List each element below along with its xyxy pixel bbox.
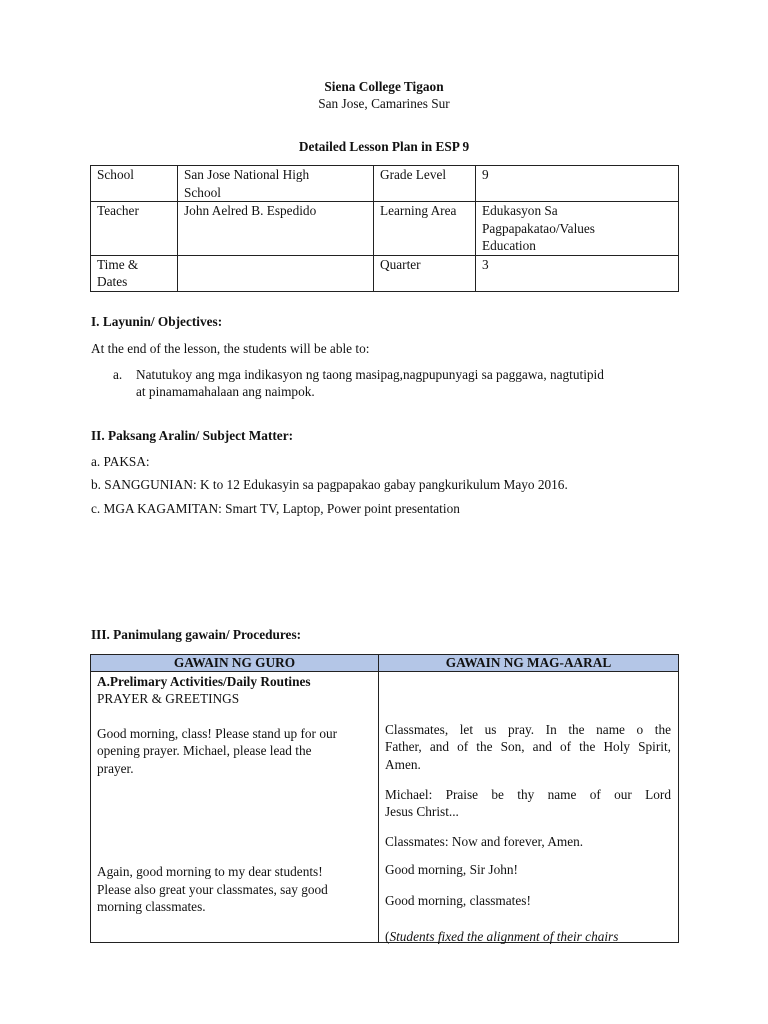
grade-value: 9 xyxy=(476,166,679,202)
procedures-table xyxy=(90,654,679,943)
area-value-line: Edukasyon Sa xyxy=(482,203,558,218)
sanggunian-line: b. SANGGUNIAN: K to 12 Edukasyin sa pagpapakao gabay pangkurikulum Mayo 2016. xyxy=(91,477,568,492)
student-note-paren: ( xyxy=(385,929,390,944)
col-teacher-header: GAWAIN NG GURO xyxy=(91,655,379,672)
objectives-heading: I. Layunin/ Objectives: xyxy=(91,314,223,329)
teacher-line: morning classmates. xyxy=(97,899,206,914)
area-value-line: Education xyxy=(482,238,536,253)
student-line: Father, and of the Son, and of the Holy Spirit, xyxy=(385,739,671,754)
objective-item-line: Natutukoy ang mga indikasyon ng taong masipag,nagpupunyagi sa paggawa, nagtutipid xyxy=(136,367,604,382)
school-value-line: San Jose National High xyxy=(184,167,310,182)
school-value-line: School xyxy=(184,184,221,200)
info-table xyxy=(90,165,679,292)
student-line: Jesus Christ... xyxy=(385,804,459,819)
info-row-school xyxy=(91,166,679,202)
quarter-label: Quarter xyxy=(374,255,476,291)
student-line: Classmates: Now and forever, Amen. xyxy=(385,834,584,849)
grade-label: Grade Level xyxy=(374,166,476,202)
time-value xyxy=(178,255,374,291)
school-label: School xyxy=(91,166,178,202)
student-line: Good morning, Sir John! xyxy=(385,862,518,877)
info-row-teacher xyxy=(91,202,679,256)
objectives-intro: At the end of the lesson, the students will be able to: xyxy=(91,341,370,356)
procedures-header-row xyxy=(91,655,679,672)
procedures-row xyxy=(91,672,679,943)
student-line: Classmates, let us pray. In the name o the xyxy=(385,722,671,737)
time-label-line: Time & xyxy=(97,256,139,272)
info-row-time xyxy=(91,255,679,291)
area-label: Learning Area xyxy=(374,202,476,256)
time-label xyxy=(91,255,178,291)
student-note-italic: Students fixed the alignment of their chairs xyxy=(389,929,619,944)
teacher-line: Good morning, class! Please stand up for our xyxy=(97,726,338,741)
teacher-value: John Aelred B. Espedido xyxy=(178,202,374,256)
teacher-label: Teacher xyxy=(91,202,178,256)
paksa-line: a. PAKSA: xyxy=(91,454,150,469)
student-activities-cell xyxy=(379,672,679,943)
teacher-line: opening prayer. Michael, please lead the xyxy=(97,743,312,758)
procedures-heading: III. Panimulang gawain/ Procedures: xyxy=(91,627,302,642)
teacher-subsection: PRAYER & GREETINGS xyxy=(97,691,240,706)
quarter-value: 3 xyxy=(476,255,679,291)
objective-item-line: at pinamamahalaan ang naimpok. xyxy=(136,384,315,399)
teacher-section-title: A.Prelimary Activities/Daily Routines xyxy=(97,674,311,689)
col-students-header: GAWAIN NG MAG-AARAL xyxy=(379,655,679,672)
school-value xyxy=(178,166,374,202)
area-value xyxy=(476,202,679,256)
student-line: Good morning, classmates! xyxy=(385,893,531,908)
student-line: Amen. xyxy=(385,757,421,772)
subject-matter-heading: II. Paksang Aralin/ Subject Matter: xyxy=(91,428,294,443)
time-label-line: Dates xyxy=(97,274,128,289)
school-location: San Jose, Camarines Sur xyxy=(318,96,450,111)
area-value-line: Pagpapakatao/Values xyxy=(482,220,595,236)
kagamitan-line: c. MGA KAGAMITAN: Smart TV, Laptop, Power point presentation xyxy=(91,501,460,516)
objective-marker: a. xyxy=(113,367,123,382)
teacher-activities-cell xyxy=(91,672,379,943)
teacher-line: Again, good morning to my dear students! xyxy=(97,864,323,879)
document-title: Detailed Lesson Plan in ESP 9 xyxy=(298,139,470,154)
student-line: Michael: Praise be thy name of our Lord xyxy=(385,787,671,802)
teacher-line: Please also great your classmates, say good xyxy=(97,882,328,897)
student-line xyxy=(385,928,671,946)
school-name: Siena College Tigaon xyxy=(324,79,444,94)
teacher-line: prayer. xyxy=(97,761,134,776)
